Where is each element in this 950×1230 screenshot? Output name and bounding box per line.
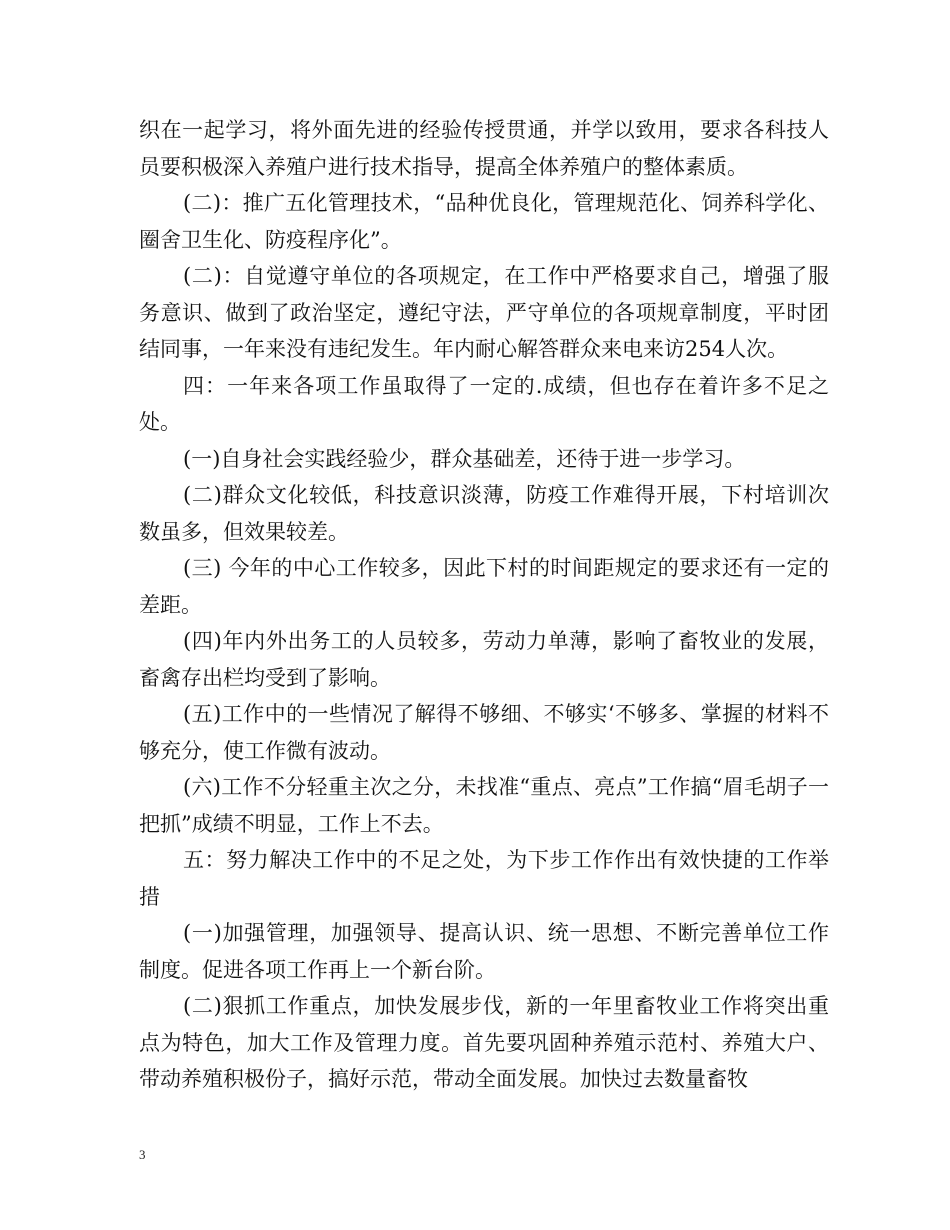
paragraph-9: (五)工作中的一些情况了解得不够细、不够实‘不够多、掌握的材料不够充分，使工作微有波动。 (139, 702, 829, 763)
paragraph-8: (四)年内外出务工的人员较多，劳动力单薄，影响了畜牧业的发展，畜禽存出栏均受到了影响。 (139, 629, 829, 690)
paragraph-10: (六)工作不分轻重主次之分，未找准“重点、亮点”工作搞“眉毛胡子一把抓”成绩不明显，工作上不去。 (139, 775, 829, 836)
paragraph-11: 五：努力解决工作中的不足之处，为下步工作作出有效快捷的工作举措 (139, 848, 829, 909)
paragraph-3: (二)：自觉遵守单位的各项规定，在工作中严格要求自己，增强了服务意识、做到了政治坚定，遵纪守法，严守单位的各项规章制度，平时团结同事，一年来没有违纪发生。年内耐心解答群众来电来访254人次。 (139, 264, 829, 361)
paragraph-7: (三) 今年的中心工作较多，因此下村的时间距规定的要求还有一定的差距。 (139, 556, 829, 617)
paragraph-13: (二)狠抓工作重点，加快发展步伐，新的一年里畜牧业工作将突出重点为特色，加大工作及管理力度。首先要巩固种养殖示范村、养殖大户、带动养殖积极份子，搞好示范，带动全面发展。加快过去数量畜牧 (139, 994, 829, 1091)
page-number: 3 (139, 1147, 146, 1162)
paragraph-2: (二)：推广五化管理技术，“品种优良化，管理规范化、饲养科学化、圈舍卫生化、防疫程序化”。 (139, 191, 829, 252)
paragraph-5: (一)自身社会实践经验少，群众基础差，还待于进一步学习。 (183, 446, 746, 471)
document-body (139, 112, 829, 1098)
paragraph-4: 四：一年来各项工作虽取得了一定的.成绩，但也存在着许多不足之处。 (139, 373, 829, 434)
paragraph-1: 织在一起学习，将外面先进的经验传授贯通，并学以致用，要求各科技人员要积极深入养殖户进行技术指导，提高全体养殖户的整体素质。 (139, 118, 829, 179)
paragraph-12: (一)加强管理，加强领导、提高认识、统一思想、不断完善单位工作制度。促进各项工作再上一个新台阶。 (139, 921, 829, 982)
paragraph-6: (二)群众文化较低，科技意识淡薄，防疫工作难得开展，下村培训次数虽多，但效果较差。 (139, 483, 829, 544)
